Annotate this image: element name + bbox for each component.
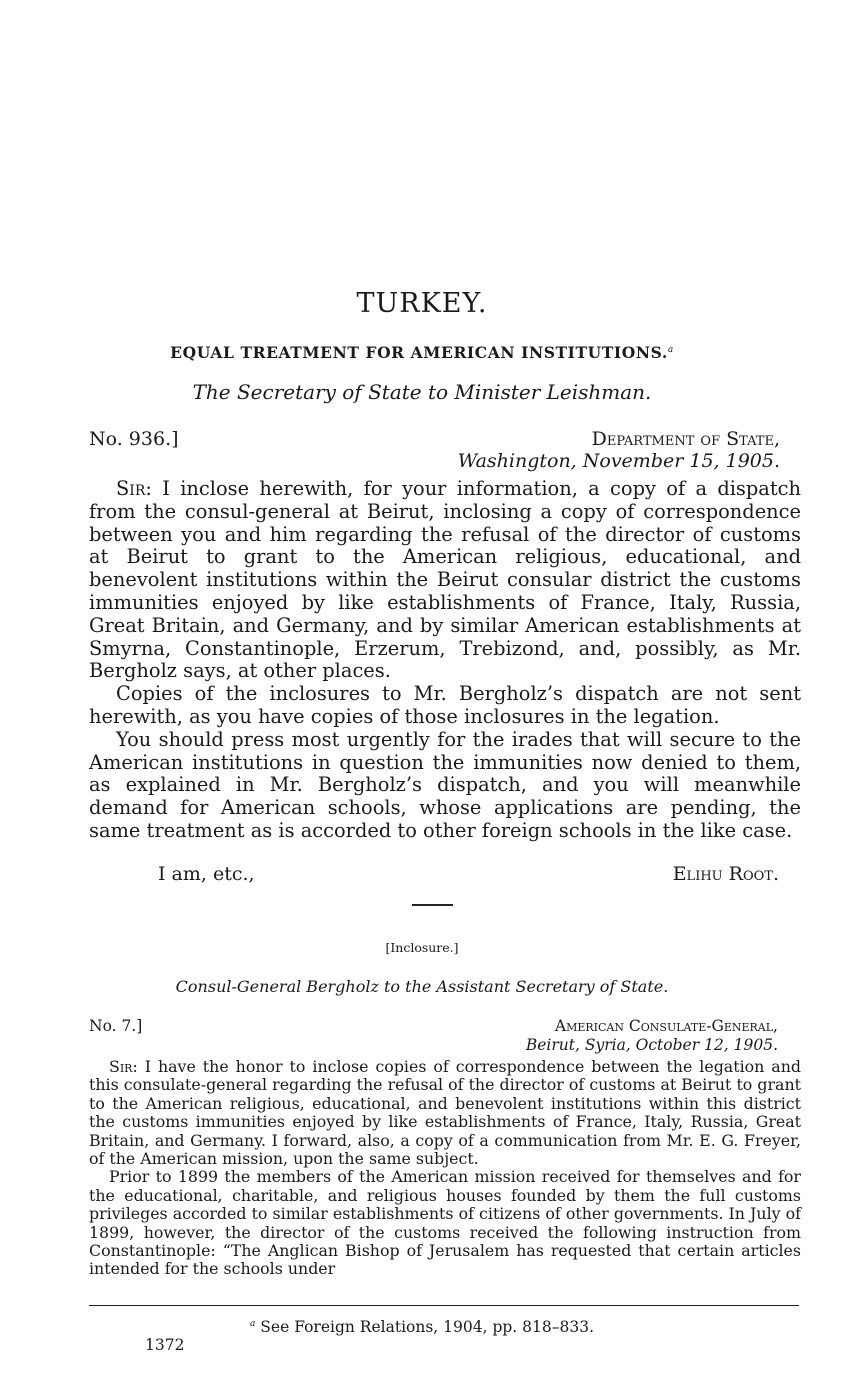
footnote-mark: a: [249, 1318, 256, 1329]
inclosure-body: [89, 1058, 801, 1279]
footnote: [0, 1318, 844, 1336]
closing-phrase: I am, etc.,: [158, 863, 255, 885]
paragraph: Sir: I have the honor to inclose copies of correspondence between the legation and this consulate-general regarding the refusal of the director of customs at Beirut to grant to the American religious, educational, and benevolent institutions within this district the customs immunities enjoyed by like establishments of France, Italy, Russia, Great Britain, and Germany. I forward, also, a copy of a communication from Mr. E. G. Freyer, of the American mission, upon the same subject.: [89, 1057, 801, 1169]
letter-body: [89, 478, 801, 843]
divider: [412, 904, 453, 906]
office-name: American Consulate-General,: [554, 1017, 778, 1035]
salutation: Sir: [109, 1057, 133, 1076]
section-heading-text: EQUAL TREATMENT FOR AMERICAN INSTITUTIONS.: [170, 343, 668, 362]
inclosure-subtitle: Consul-General Bergholz to the Assistant Secretary of State.: [175, 977, 669, 996]
footnote-mark: a: [667, 344, 674, 355]
footnote-divider: [89, 1305, 799, 1306]
letter-dateline: [458, 428, 780, 472]
paragraph: Copies of the inclosures to Mr. Bergholz’s dispatch are not sent herewith, as you have copies of those inclosures in the legation.: [89, 682, 801, 728]
inclosure-place-date: Beirut, Syria, October 12, 1905.: [525, 1036, 778, 1054]
signature: Elihu Root.: [672, 863, 779, 885]
salutation: Sir: [116, 477, 146, 500]
letter-number: No. 936.]: [89, 428, 179, 450]
inclosure-label: [Inclosure.]: [385, 940, 459, 955]
paragraph: You should press most urgently for the irades that will secure to the American institutions in question the immunities now denied to them, as explained in Mr. Bergholz’s dispatch, and you will meanwhile demand for American schools, whose applications are pending, the same treatment as is accorded to other foreign schools in the like case.: [89, 727, 801, 842]
paragraph: Prior to 1899 the members of the American mission received for themselves and for the educational, charitable, and religious houses founded by them the full customs privileges accorded to similar establishments of citizens of other governments. In July of 1899, however, the director of the customs received the following instruction from Constantinople: “The Anglican Bishop of Jerusalem has requested that certain articles intended for the schools under: [89, 1167, 801, 1279]
country-title: TURKEY.: [356, 288, 488, 319]
letter-place-date: Washington, November 15, 1905.: [457, 450, 780, 472]
department-name: Department of State,: [591, 428, 780, 450]
page-number: 1372: [145, 1336, 185, 1354]
paragraph: Sir: I inclose herewith, for your information, a copy of a dispatch from the consul-general at Beirut, inclosing a copy of correspondence between you and him regarding the refusal of the director of customs at Beirut to grant to the American religious, educational, and benevolent institutions within the Beirut consular district the customs immunities enjoyed by like establishments of France, Italy, Russia, Great Britain, and Germany, and by similar American establishments at Smyrna, Constantinople, Erzerum, Trebizond, and, possibly, as Mr. Bergholz says, at other places.: [89, 477, 801, 683]
inclosure-number: No. 7.]: [89, 1017, 143, 1035]
inclosure-dateline: [526, 1017, 778, 1055]
section-heading: [0, 343, 844, 362]
letter-subtitle: The Secretary of State to Minister Leishman.: [192, 380, 652, 404]
footnote-text: See Foreign Relations, 1904, pp. 818–833.: [260, 1318, 594, 1336]
